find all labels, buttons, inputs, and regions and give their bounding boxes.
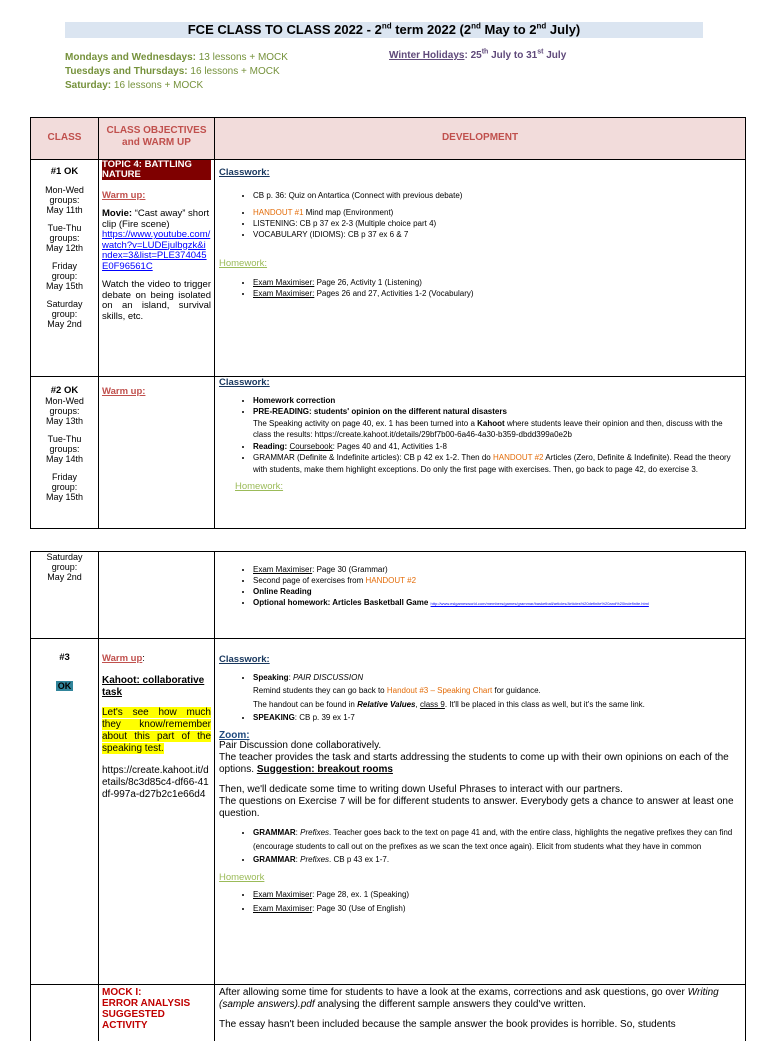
group-date: May 15th — [45, 492, 84, 502]
homework-item: • Optional homework: Articles Basketball Game http://www.eslgamesworld.com/members/games/grammar/basketball/articles/Articles%20definite%20and%20indefinite.html — [253, 597, 741, 609]
classwork-item: • Homework correction — [253, 395, 741, 407]
homework-item: • Exam Maximiser: Pages 26 and 27, Activities 1-2 (Vocabulary) — [253, 288, 741, 299]
kahoot-task-title: Kahoot: collaborative task — [102, 674, 205, 698]
mock-subtitle: ACTIVITY — [102, 1020, 148, 1031]
class-number: #2 OK — [50, 386, 79, 396]
youtube-link[interactable]: https://www.youtube.com/watch?v=LUDEjulbgzk&index=3&list=PLE374045E0F96561C — [102, 229, 211, 272]
lesson-table-1 — [30, 117, 746, 529]
development-cell-2-continued — [215, 562, 745, 611]
homework-heading: Homework — [219, 871, 265, 883]
homework-item: • Exam Maximiser: Page 30 (Use of English) — [253, 902, 741, 916]
group-date: May 12th — [45, 243, 84, 253]
mock-subtitle: SUGGESTED — [102, 1009, 165, 1020]
zoom-text-3: Then, we'll dedicate some time to writing down Useful Phrases to interact with our partners. — [219, 784, 623, 795]
header-development: DEVELOPMENT — [441, 132, 519, 143]
schedule-mon-wed: Mondays and Wednesdays: 13 lessons + MOCK — [65, 52, 288, 63]
basketball-game-link[interactable]: http://www.eslgamesworld.com/members/games/grammar/basketball/articles/Articles%20definite%20and%20indefinite.html — [430, 601, 649, 606]
group-label: Saturday group: — [46, 299, 83, 319]
development-cell-3 — [215, 651, 745, 917]
warm-up-label: Warm up — [102, 653, 143, 664]
schedule-saturday: Saturday: 16 lessons + MOCK — [65, 80, 204, 91]
classwork-item: • SPEAKING: CB p. 39 ex 1-7 — [253, 711, 741, 725]
classwork-item: • VOCABULARY (IDIOMS): CB p 37 ex 6 & 7 — [253, 229, 741, 240]
development-cell-2 — [215, 375, 745, 495]
warm-up-label: Warm up: — [102, 189, 146, 201]
group-label: Mon-Wed groups: — [45, 185, 84, 205]
development-cell-1 — [215, 165, 745, 301]
warm-up-label: Warm up: — [102, 386, 146, 397]
class-cell-1 — [31, 167, 98, 329]
group-date: May 11th — [46, 205, 83, 215]
objectives-cell-3: Warm up: Kahoot: collaborative task Let's see how much they know/remember about this part of the speaking test. https://create.kahoot.it/details/8c3d85c4-df66-41df-997a-d27b2c1e66d4 — [102, 653, 211, 800]
header-objectives: CLASS OBJECTIVES and WARM UP — [106, 125, 207, 148]
topic-label: TOPIC 4: BATTLING NATURE — [102, 160, 211, 180]
homework-item: • Exam Maximiser: Page 28, ex. 1 (Speaking) — [253, 888, 741, 902]
mock-text-1: After allowing some time for students to have a look at the exams, corrections and ask questions, go over Writing (sample answers).pdf analysing the different sample answers they could've written. — [219, 987, 719, 1010]
highlighted-note: Let's see how much they know/remember about this part of the speaking test. — [102, 706, 211, 754]
class-cell-3 — [31, 653, 98, 691]
class-cell-2 — [31, 386, 98, 502]
objectives-cell-mock — [99, 985, 214, 1033]
objectives-cell-1 — [99, 158, 214, 324]
classwork-item: • LISTENING: CB p 37 ex 2-3 (Multiple choice part 4) — [253, 218, 741, 229]
grammar-item: • GRAMMAR: Prefixes. Teacher goes back to the text on page 41 and, with the entire class, highlights the negative prefixes they can find (encourage students to call out on the prefixes as we scan the text once again). Elicit from students what they have in common — [253, 826, 741, 853]
grammar-item: • GRAMMAR: Prefixes. CB p 43 ex 1-7. — [253, 853, 741, 867]
homework-item: • Exam Maximiser: Page 30 (Grammar) — [253, 564, 741, 575]
page-title: FCE CLASS TO CLASS 2022 - 2nd term 2022 (2nd May to 2nd July) — [65, 22, 703, 38]
mock-title: MOCK I: — [102, 987, 142, 998]
homework-heading: Homework: — [235, 481, 284, 492]
group-date: May 14th — [45, 454, 84, 464]
group-date: May 2nd — [47, 319, 82, 329]
schedule-tue-thu: Tuesdays and Thursdays: 16 lessons + MOCK — [65, 66, 280, 77]
zoom-text-1: Pair Discussion done collaboratively. — [219, 740, 382, 751]
classwork-item: • Speaking: PAIR DISCUSSION Remind students they can go back to Handout #3 – Speaking Chart for guidance. The handout can be found in Relative Values, class 9. It'll be placed in this class as well, but it's the same link. — [253, 671, 741, 712]
zoom-text-2: The teacher provides the task and starts addressing the students to come up with their own opinions on each of the options. Suggestion: breakout rooms — [219, 752, 729, 775]
winter-holidays: Winter Holidays: 25th July to 31st July — [389, 48, 567, 61]
class-cell-2-continued — [31, 552, 98, 582]
classwork-item: • Reading: Coursebook: Pages 40 and 41, Activities 1-8 — [253, 441, 741, 453]
group-date: May 13th — [45, 416, 84, 426]
homework-item: • Second page of exercises from HANDOUT #2 — [253, 575, 741, 586]
header-class: CLASS — [47, 132, 82, 143]
homework-heading: Homework: — [219, 258, 268, 269]
classwork-heading: Classwork: — [219, 377, 270, 388]
group-label: Saturday group: — [46, 552, 83, 572]
lesson-table-2 — [30, 551, 746, 1041]
group-date: May 15th — [45, 281, 84, 291]
zoom-heading: Zoom: — [219, 729, 250, 741]
objectives-cell-2 — [99, 385, 214, 400]
mock-subtitle: ERROR ANALYSIS — [102, 998, 191, 1009]
group-label: Mon-Wed groups: — [45, 396, 84, 416]
classwork-item: • PRE-READING: students' opinion on the different natural disasters The Speaking activity on page 40, ex. 1 has been turned into a Kahoot where students leave their opinion and then, discuss with the class the results: https://create.kahoot.it/details/29bf7b00-6a46-4a30-b359-dbdd399a0e2b — [253, 406, 741, 441]
classwork-item: • HANDOUT #1 Mind map (Environment) — [253, 207, 741, 218]
classwork-heading: Classwork: — [219, 167, 270, 178]
zoom-text-4: The questions on Exercise 7 will be for different students to answer. Everybody gets a chance to answer at least one question. — [219, 796, 734, 819]
homework-item: • Online Reading — [253, 586, 741, 597]
group-label: Friday group: — [51, 472, 78, 492]
watch-description: Watch the video to trigger debate on being isolated on an island, survival skills, etc. — [102, 279, 211, 322]
mock-text-2: The essay hasn't been included because the sample answer the book provides is horrible. So, students — [219, 1019, 676, 1030]
homework-item: • Exam Maximiser: Page 26, Activity 1 (Listening) — [253, 277, 741, 288]
classwork-item: • CB p. 36: Quiz on Antartica (Connect with previous debate) — [253, 190, 741, 201]
group-date: May 2nd — [47, 572, 82, 582]
group-label: Friday group: — [51, 261, 78, 281]
development-cell-mock — [215, 985, 745, 1033]
class-number: #1 OK — [50, 167, 79, 177]
group-label: Tue-Thu groups: — [47, 434, 82, 454]
group-label: Tue-Thu groups: — [47, 223, 82, 243]
movie-line: Movie: “Cast away” short clip (Fire scene) — [102, 208, 210, 230]
classwork-item: • GRAMMAR (Definite & Indefinite articles): CB p 42 ex 1-2. Then do HANDOUT #2 Articles (Zero, Definite & Indefinite). Read the theory with students, make them highlight exceptions. Do only the first page with exercises. Then, go back to page 42, do exercise 3. — [253, 452, 741, 475]
ok-badge: OK — [57, 681, 72, 691]
classwork-heading: Classwork: — [219, 654, 270, 665]
class-number: #3 — [59, 653, 70, 663]
kahoot-link[interactable]: https://create.kahoot.it/details/8c3d85c4-df66-41df-997a-d27b2c1e66d4 — [102, 764, 209, 800]
